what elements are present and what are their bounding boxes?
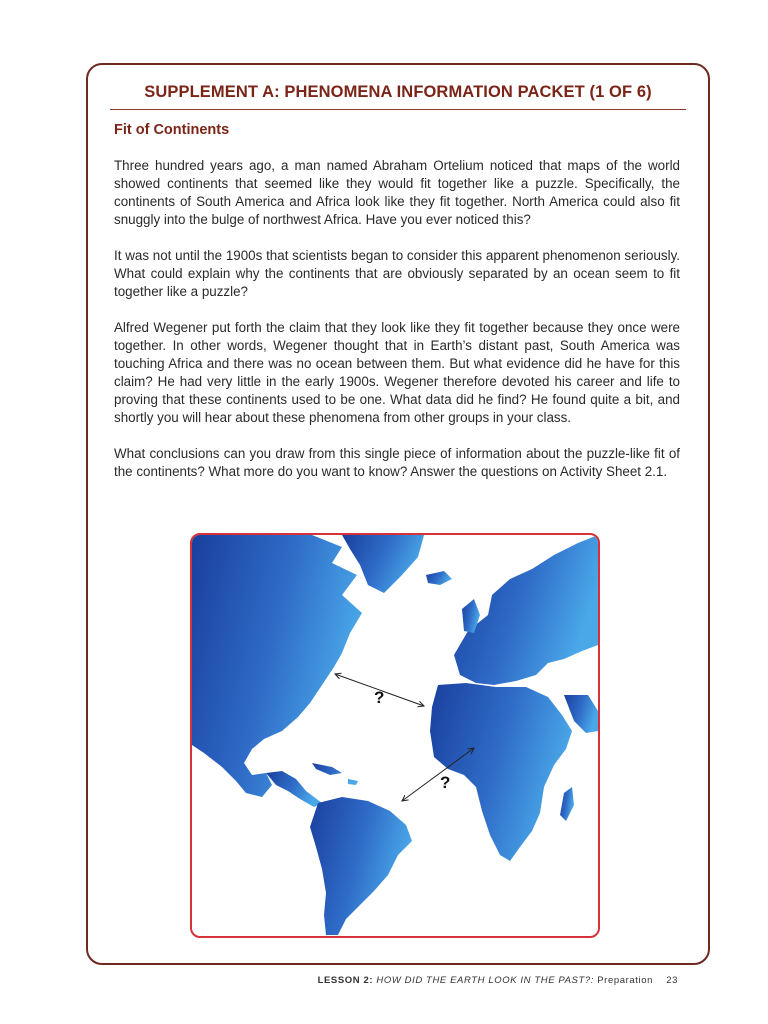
page-title: SUPPLEMENT A: PHENOMENA INFORMATION PACKET (1 OF 6): [144, 83, 652, 101]
title-divider: [110, 109, 686, 110]
footer-section-name: Preparation: [597, 975, 653, 986]
body-text: [114, 157, 680, 499]
south-america-landmass: [310, 797, 412, 935]
north-question-mark: ?: [374, 688, 385, 707]
madagascar: [560, 787, 574, 821]
paragraph: Alfred Wegener put forth the claim that they look like they fit together because they once were together. In other words, Wegener thought that in Earth’s distant past, South America was touching Africa and there was no ocean between them. But what evidence did he have for this claim? He had very little in the early 1900s. Wegener therefore devoted his career and life to proving that these continents used to be one. What data did he find? He found quite a bit, and shortly you will hear about these phenomena from other groups in your class.: [114, 320, 680, 425]
south-question-mark: ?: [440, 773, 451, 792]
atlantic-map: [192, 535, 598, 936]
iceland: [426, 571, 452, 585]
africa-landmass: [430, 683, 572, 861]
north-america-landmass: [192, 535, 362, 797]
greenland-landmass: [342, 535, 424, 593]
footer-lesson-label: LESSON 2:: [317, 975, 374, 986]
section-heading: Fit of Continents: [114, 122, 230, 138]
page-number: 23: [666, 975, 678, 986]
footer-lesson-title: HOW DID THE EARTH LOOK IN THE PAST?:: [376, 975, 594, 986]
caribbean-islands: [312, 763, 358, 785]
paragraph: What conclusions can you draw from this single piece of information about the puzzle-like fit of the continents? What more do you want to know? Answer the questions on Activity Sheet 2.1.: [114, 446, 680, 479]
paragraph: It was not until the 1900s that scientists began to consider this apparent phenomenon seriously. What could explain why the continents that are obviously separated by an ocean seem to fit together like a puzzle?: [114, 248, 680, 299]
central-america-landmass: [266, 771, 322, 807]
page-footer: [318, 975, 678, 986]
world-map-figure: [190, 533, 600, 938]
paragraph: Three hundred years ago, a man named Abraham Ortelium noticed that maps of the world showed continents that seemed like they would fit together like a puzzle. Specifically, the continents of South America and Africa look like they fit together. North America could also fit snuggly into the bulge of northwest Africa. Have you ever noticed this?: [114, 158, 680, 227]
